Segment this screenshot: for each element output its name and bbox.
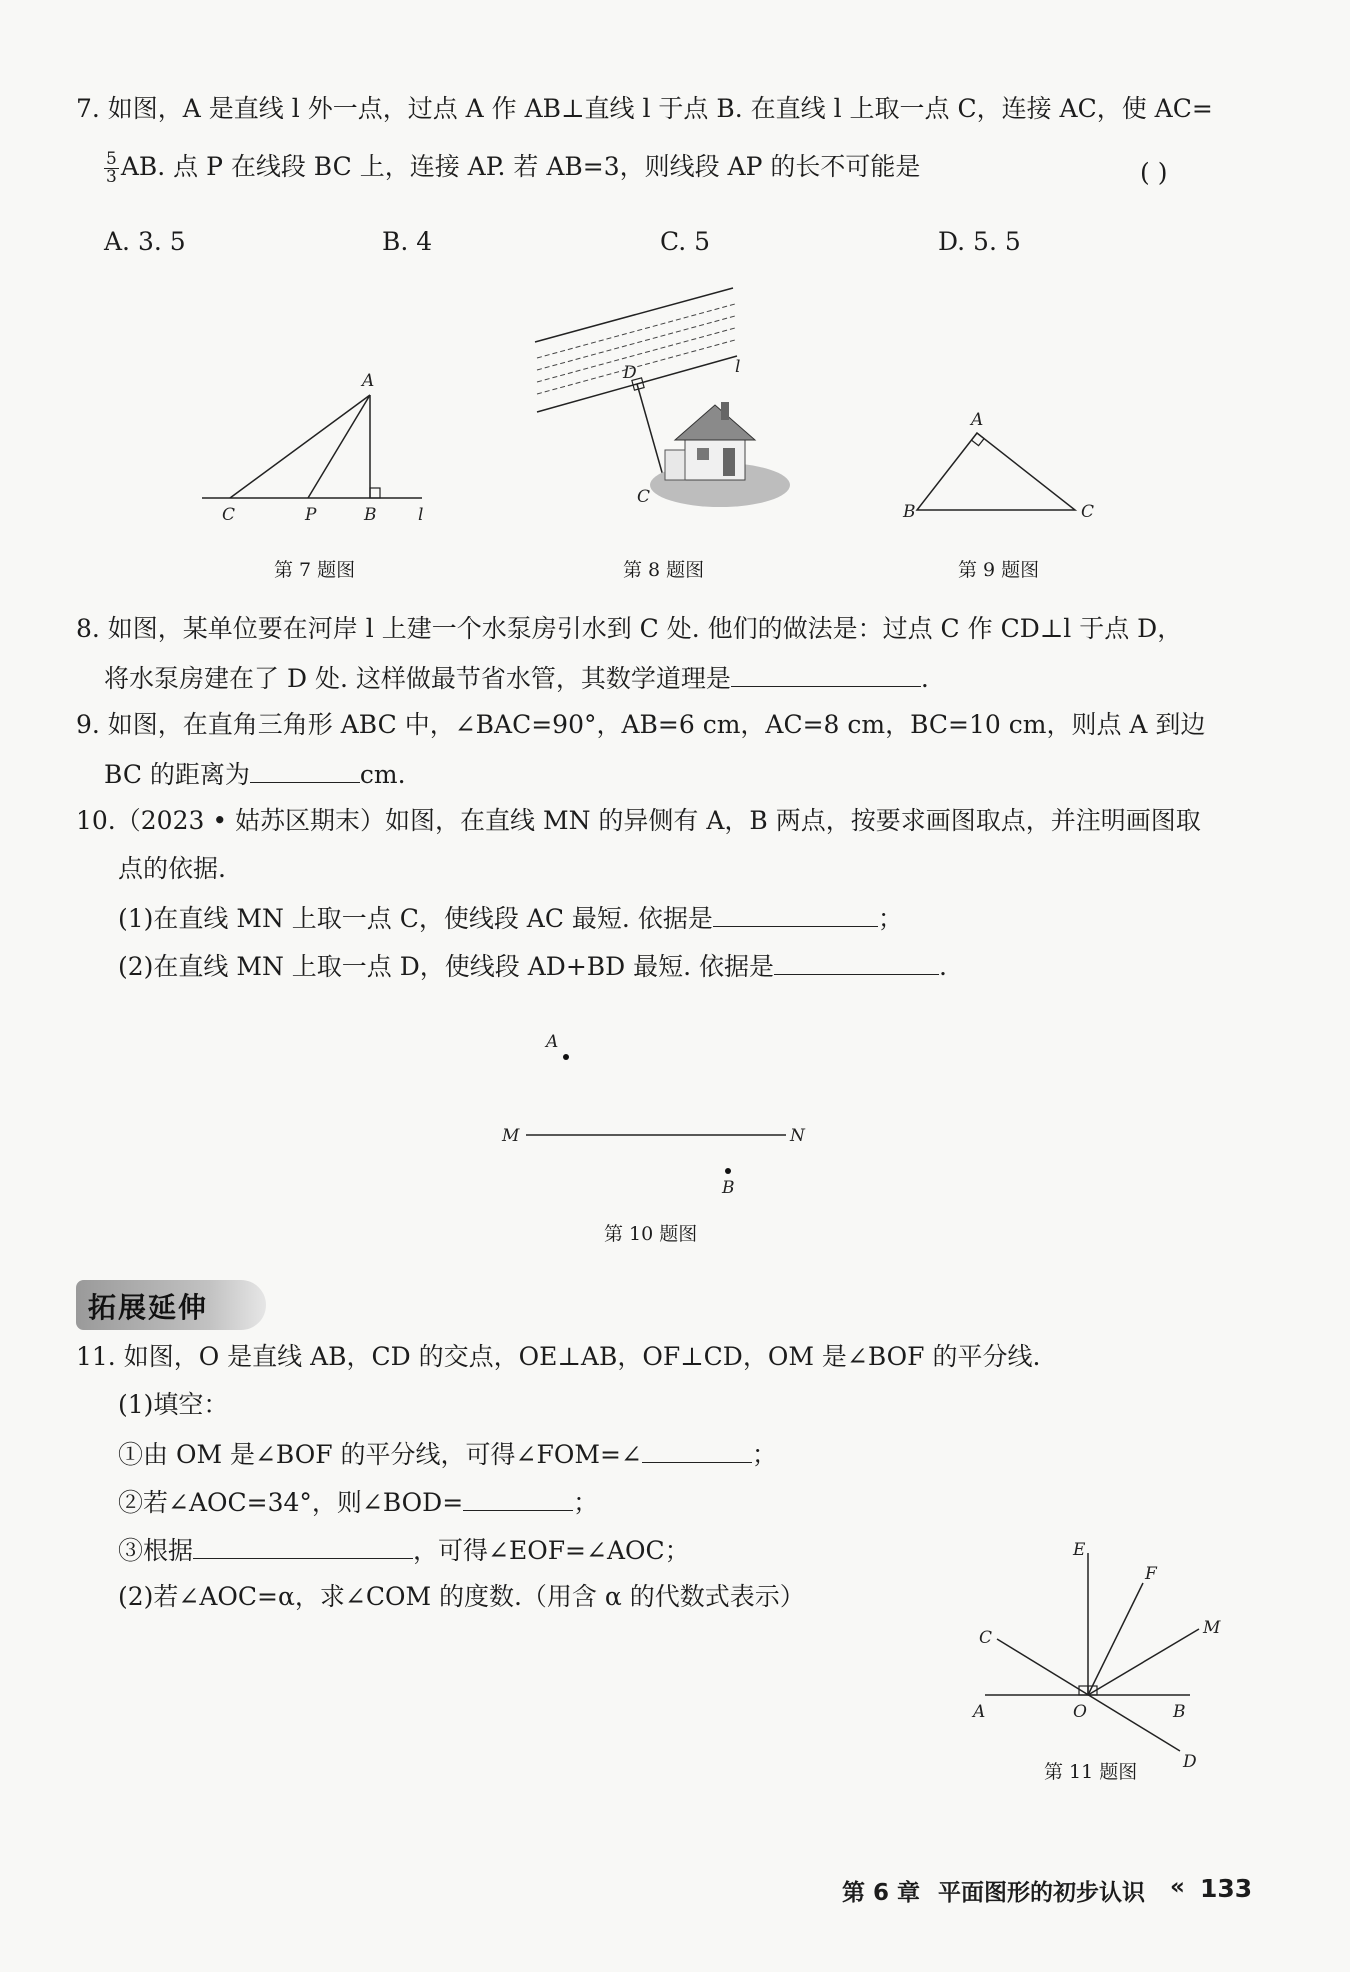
q7-option-c: C. 5 xyxy=(660,227,711,256)
fig7-caption: 第 7 题图 xyxy=(274,559,356,581)
q11-item3-blank xyxy=(193,1532,413,1559)
fig10-label-n: N xyxy=(790,1126,805,1146)
section-title: 拓展延伸 xyxy=(88,1291,209,1324)
q7-option-b: B. 4 xyxy=(382,227,433,256)
fig11-label-m: M xyxy=(1203,1618,1221,1638)
footer-arrow-icon: « xyxy=(1170,1874,1185,1900)
section-banner xyxy=(76,1280,266,1330)
fig11-label-a: A xyxy=(973,1702,986,1722)
fig9-caption: 第 9 题图 xyxy=(958,559,1040,581)
q10-sub1-blank xyxy=(713,900,878,927)
fig10-label-b: B xyxy=(722,1178,735,1198)
fig8-label-l: l xyxy=(735,357,741,377)
fig8-label-d: D xyxy=(623,363,637,383)
figure-7 xyxy=(190,360,450,530)
fig7-label-p: P xyxy=(305,505,317,525)
q7-option-d: D. 5. 5 xyxy=(938,227,1021,256)
fig11-label-d: D xyxy=(1183,1752,1197,1772)
house-icon xyxy=(650,402,790,507)
footer-title: 平面图形的初步认识 xyxy=(938,1880,1145,1906)
fig7-label-c: C xyxy=(222,505,236,525)
q9-line1: 9. 如图，在直角三角形 ABC 中，∠BAC=90°，AB=6 cm，AC=8 cm，BC=10 cm，则点 A 到边 xyxy=(76,710,1206,739)
q10-sub2: (2)在直线 MN 上取一点 D，使线段 AD+BD 最短. 依据是 . xyxy=(118,948,947,984)
q7-line1: 7. 如图，A 是直线 l 外一点，过点 A 作 AB⊥直线 l 于点 B. 在直线 l 上取一点 C，连接 AC，使 AC= xyxy=(76,94,1213,123)
q10-sub2-blank xyxy=(774,948,939,975)
q8-line1: 8. 如图，某单位要在河岸 l 上建一个水泵房引水到 C 处. 他们的做法是：过点 C 作 CD⊥l 于点 D， xyxy=(76,614,1183,643)
fig11-label-b: B xyxy=(1173,1702,1186,1722)
q11-item2-blank xyxy=(463,1484,573,1511)
q9-answer-blank xyxy=(250,756,360,783)
figure-10 xyxy=(490,1025,820,1205)
q7-line2: $\frac{5}{3}$ AB. 点 P 在线段 BC 上，连接 AP. 若 AB=3，则线段 AP 的长不可能是 xyxy=(106,149,921,187)
figure-9 xyxy=(895,405,1115,535)
q8-answer-blank xyxy=(731,660,921,687)
q11-line1: 11. 如图，O 是直线 AB，CD 的交点，OE⊥AB，OF⊥CD，OM 是∠BOF 的平分线. xyxy=(76,1342,1041,1371)
fig10-caption: 第 10 题图 xyxy=(604,1223,698,1245)
q11-item1-blank xyxy=(642,1436,752,1463)
q11-sub1: (1)填空： xyxy=(118,1390,229,1419)
q10-sub1: (1)在直线 MN 上取一点 C，使线段 AC 最短. 依据是 ； xyxy=(118,900,903,936)
q11-sub2: (2)若∠AOC=α，求∠COM 的度数.（用含 α 的代数式表示） xyxy=(118,1582,805,1611)
fig11-label-c: C xyxy=(979,1628,993,1648)
q7-fraction: $\frac{5}{3}$ xyxy=(106,149,117,187)
fig8-caption: 第 8 题图 xyxy=(623,559,705,581)
fig9-label-a: A xyxy=(971,410,984,430)
fig10-label-m: M xyxy=(502,1126,520,1146)
q11-item1: ①由 OM 是∠BOF 的平分线，可得∠FOM=∠ ； xyxy=(118,1436,777,1472)
fig8-label-c: C xyxy=(637,487,651,507)
q11-item3: ③根据 ，可得∠EOF=∠AOC； xyxy=(118,1532,690,1568)
fig11-label-o: O xyxy=(1073,1702,1087,1722)
fig10-label-a: A xyxy=(546,1032,559,1052)
figure-8 xyxy=(525,280,805,530)
fig7-label-b: B xyxy=(364,505,377,525)
q9-line2: BC 的距离为 cm. xyxy=(104,756,406,792)
q7-option-a: A. 3. 5 xyxy=(104,227,186,256)
fig11-label-f: F xyxy=(1145,1564,1157,1584)
fig11-caption: 第 11 题图 xyxy=(1044,1761,1138,1783)
q7-answer-paren: ( ) xyxy=(1140,158,1168,187)
q8-line2: 将水泵房建在了 D 处. 这样做最节省水管，其数学道理是 . xyxy=(104,660,929,696)
q11-item2: ②若∠AOC=34°，则∠BOD= ； xyxy=(118,1484,598,1520)
fig9-label-b: B xyxy=(903,502,916,522)
footer-chapter: 第 6 章 xyxy=(842,1880,921,1906)
q10-line2: 点的依据. xyxy=(118,854,226,883)
fig9-label-c: C xyxy=(1081,502,1095,522)
fig7-label-a: A xyxy=(362,371,375,391)
figure-11 xyxy=(955,1535,1235,1785)
q10-line1: 10.（2023 • 姑苏区期末）如图，在直线 MN 的异侧有 A，B 两点，按要求画图取点，并注明画图取 xyxy=(76,806,1201,835)
fig11-label-e: E xyxy=(1073,1540,1086,1560)
page-number: 133 xyxy=(1200,1874,1253,1903)
fig7-label-l: l xyxy=(418,505,424,525)
